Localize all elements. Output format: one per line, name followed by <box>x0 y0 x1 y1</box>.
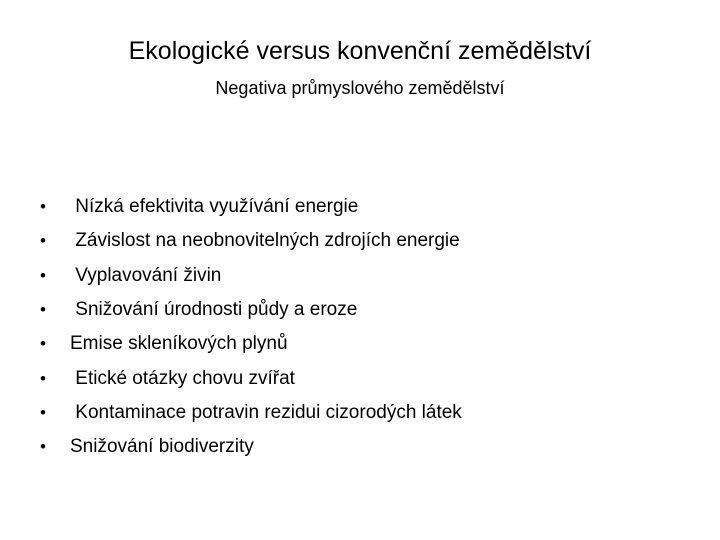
list-item-text: Etické otázky chovu zvířat <box>70 367 295 389</box>
list-item <box>40 190 462 224</box>
bullet-icon: • <box>40 437 46 457</box>
bullet-icon: • <box>40 334 46 354</box>
bullet-list <box>40 190 462 464</box>
bullet-icon: • <box>40 368 46 388</box>
list-item-text: Nízká efektivita využívání energie <box>70 196 359 218</box>
list-item-text: Snižování úrodnosti půdy a eroze <box>70 299 358 321</box>
bullet-icon: • <box>40 300 46 320</box>
list-item-text: Emise skleníkových plynů <box>70 333 288 355</box>
list-item-text: Závislost na neobnovitelných zdrojích energie <box>70 230 460 252</box>
slide-title: Ekologické versus konvenční zemědělství <box>128 37 592 65</box>
list-item <box>40 361 462 395</box>
list-item <box>40 224 462 258</box>
slide-subtitle: Negativa průmyslového zemědělství <box>215 78 505 98</box>
bullet-icon: • <box>40 231 46 251</box>
list-item-text: Vyplavování živin <box>70 264 222 286</box>
list-item <box>40 327 462 361</box>
list-item <box>40 259 462 293</box>
list-item-text: Snižování biodiverzity <box>70 436 254 458</box>
bullet-icon: • <box>40 402 46 422</box>
list-item <box>40 430 462 464</box>
list-item <box>40 396 462 430</box>
bullet-icon: • <box>40 197 46 217</box>
list-item <box>40 293 462 327</box>
list-item-text: Kontaminace potravin rezidui cizorodých látek <box>70 401 462 423</box>
bullet-icon: • <box>40 265 46 285</box>
